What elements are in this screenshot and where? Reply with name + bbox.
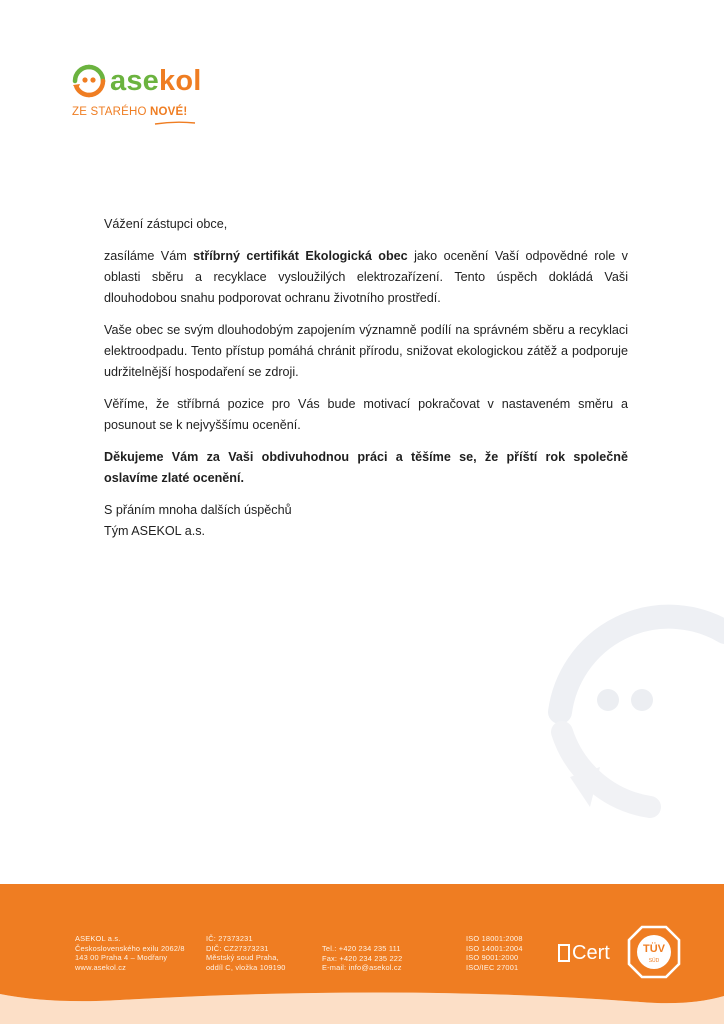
- footer-registration: IČ: 27373231 DIČ: CZ27373231 Městský soud Praha, oddíl C, vložka 109190: [206, 934, 286, 972]
- tcert-t-icon: [558, 944, 570, 962]
- paragraph-motivation: Věříme, že stříbrná pozice pro Vás bude motivací pokračovat v nastaveném směru a posunout se k nejvyššímu ocenění.: [104, 397, 628, 432]
- paragraph-contribution: Vaše obec se svým dlouhodobým zapojením významně podílí na správném sběru a recyklaci elektroodpadu. Tento přístup pomáhá chránit přírodu, snižovat ekologickou zátěž a podporuje udržitelnější hospodaření se zdroji.: [104, 323, 628, 379]
- tuv-sud-seal-icon: [626, 924, 682, 980]
- paragraph-thanks: Děkujeme Vám za Vaši obdivuhodnou práci a těšíme se, že příští rok společně oslavíme zlaté ocenění.: [104, 450, 628, 485]
- tagline-underline: [154, 121, 196, 125]
- brand-wordmark: asekol: [110, 65, 202, 97]
- recycle-smile-icon: [72, 64, 106, 98]
- brand-tagline: ZE STARÉHO NOVÉ!: [72, 106, 188, 118]
- tcert-logo: Cert: [558, 942, 610, 964]
- signature-team: Tým ASEKOL a.s.: [104, 524, 206, 538]
- closing-wish: S přáním mnoha dalších úspěchů: [104, 503, 292, 517]
- asekol-logo: [72, 62, 212, 132]
- svg-text:SÜD: SÜD: [648, 958, 660, 964]
- paragraph-certificate: zasíláme Vám stříbrný certifikát Ekologická obec jako ocenění Vaší odpovědné role v oblasti sběru a recyklace vysloužilých elektrozařízení. Tento úspěch dokládá Vaši dlouhodobou snahu podporovat ochranu životního prostředí.: [104, 249, 628, 305]
- salutation: Vážení zástupci obce,: [104, 217, 228, 231]
- watermark-logo-icon: [540, 592, 724, 832]
- footer-contact: Tel.: +420 234 235 111 Fax: +420 234 235 222 E-mail: info@asekol.cz: [322, 944, 403, 973]
- letterhead-footer: [0, 884, 724, 1024]
- footer-address: ASEKOL a.s. Československého exilu 2062/8 143 00 Praha 4 – Modřany www.asekol.cz: [75, 934, 185, 972]
- letter-body: [104, 214, 628, 542]
- svg-text:TÜV: TÜV: [643, 943, 665, 955]
- footer-iso-certifications: ISO 18001:2008 ISO 14001:2004 ISO 9001:2000 ISO/IEC 27001: [466, 934, 523, 972]
